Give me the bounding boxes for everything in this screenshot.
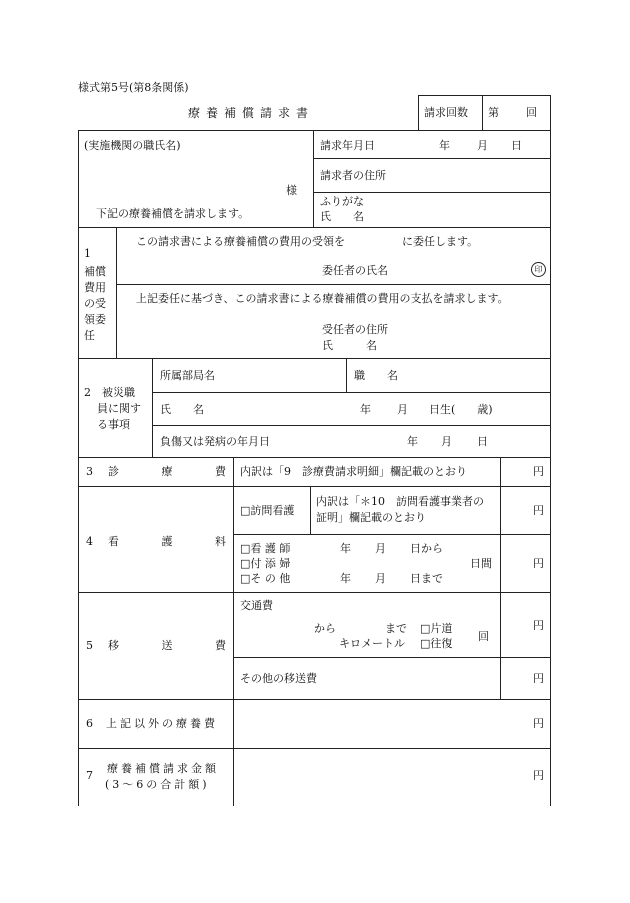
section7-unit: 円 [533, 769, 544, 782]
victim-name-label: 氏 名 [160, 403, 204, 416]
section4-label-char: 看 [108, 535, 119, 548]
claimant-name-label: 氏 名 [320, 210, 364, 223]
section1-heading-line: 領委 [84, 313, 106, 326]
rule [78, 486, 551, 487]
request-date-label: 請求年月日 [320, 139, 375, 152]
rule [233, 657, 551, 658]
section4-label [108, 536, 226, 547]
section3-unit: 円 [533, 465, 544, 478]
section3-label-char: 費 [215, 465, 226, 478]
round-trip-checkbox[interactable]: □往復 [420, 637, 453, 650]
rule [482, 95, 483, 130]
birth-year: 年 [360, 403, 371, 416]
transport-to: まで [385, 622, 407, 635]
rule [152, 358, 153, 457]
rule [310, 486, 311, 534]
section1-heading-line: の受 [84, 297, 106, 310]
period-from-label: 日から [410, 542, 443, 555]
section4-label-char: 料 [215, 535, 226, 548]
section5-label-char: 費 [215, 639, 226, 652]
furigana-label: ふりがな [320, 195, 364, 208]
department-label: 所属部局名 [160, 369, 215, 382]
rule [313, 158, 551, 159]
injury-date-label: 負傷又は発病の年月日 [160, 435, 270, 448]
rule [116, 227, 117, 358]
rule [78, 130, 79, 806]
other-transport-label: その他の移送費 [240, 672, 317, 685]
position-label: 職 名 [354, 369, 398, 382]
rule [313, 130, 314, 227]
rule [550, 95, 551, 806]
period-end-year: 年 [340, 572, 351, 585]
seal-mark: 印 [531, 262, 546, 277]
rule [418, 95, 551, 96]
rule [78, 358, 551, 359]
claimant-address-label: 請求者の住所 [320, 169, 386, 182]
other-caregiver-checkbox[interactable]: □そ の 他 [240, 572, 291, 585]
section6-unit: 円 [533, 717, 544, 730]
honorific: 様 [286, 184, 297, 197]
rule [233, 457, 234, 806]
section3-number: 3 [86, 465, 93, 478]
visit-nursing-breakdown: 内訳は「＊10 訪問看護事業者の [316, 495, 484, 508]
form-title: 療養補償請求書 [188, 106, 315, 120]
section7-label: 療養補償請求金額 [107, 762, 219, 775]
nurse-checkbox[interactable]: □看 護 師 [240, 542, 291, 555]
injury-year: 年 [407, 435, 418, 448]
rule [500, 457, 501, 699]
section6-number: 6 [86, 717, 93, 730]
rule [78, 130, 551, 131]
delegation-text-b: に委任します。 [402, 235, 479, 248]
section4-number: 4 [86, 535, 93, 548]
section3-label [108, 466, 226, 477]
delegator-name-label: 委任者の氏名 [322, 264, 388, 277]
section3-label-char: 診 [108, 465, 119, 478]
rule [116, 284, 551, 285]
period-start-year: 年 [340, 542, 351, 555]
section5-label-char: 移 [108, 639, 119, 652]
rule [152, 425, 551, 426]
section5-unit: 円 [533, 672, 544, 685]
request-count-suffix: 回 [526, 106, 537, 119]
injury-day: 日 [477, 435, 488, 448]
delegate-name-label: 氏 名 [322, 339, 377, 352]
section7-number: 7 [86, 769, 93, 782]
period-start-month: 月 [375, 542, 386, 555]
section5-number: 5 [86, 639, 93, 652]
rule [346, 358, 347, 392]
birth-day-age: 日生( 歳) [429, 403, 493, 416]
section1-heading-line: 補償 [84, 265, 106, 278]
section5-label-char: 送 [161, 639, 173, 652]
section3-breakdown: 内訳は「9 診療費請求明細」欄記載のとおり [240, 465, 467, 478]
section3-label-char: 療 [161, 465, 173, 478]
delegation-text-a: この請求書による療養補償の費用の受領を [136, 235, 345, 248]
rule [78, 699, 551, 700]
section5-label [108, 640, 226, 651]
rule [78, 748, 551, 749]
visit-nursing-checkbox[interactable]: □訪問看護 [240, 504, 295, 517]
agency-official-label: (実施機関の職氏名) [84, 139, 181, 152]
section1-heading-line: 任 [84, 329, 95, 342]
period-days-label: 日間 [470, 557, 492, 570]
section7-label: (3〜6の合計額) [105, 778, 210, 791]
period-to-label: 日まで [410, 572, 443, 585]
injury-month: 月 [441, 435, 452, 448]
request-date-month: 月 [477, 139, 488, 152]
rule [78, 592, 551, 593]
payment-request-text: 上記委任に基づき、この請求書による療養補償の費用の支払を請求します。 [136, 292, 509, 305]
one-way-checkbox[interactable]: □片道 [420, 622, 453, 635]
section2-heading-line: 2 被災職 [84, 386, 135, 399]
request-date-year: 年 [439, 139, 450, 152]
rule [418, 95, 419, 130]
section4-label-char: 護 [161, 535, 173, 548]
section4-unit: 円 [533, 557, 544, 570]
request-date-day: 日 [511, 139, 522, 152]
km-label: キロメートル [339, 637, 405, 650]
rule [313, 192, 551, 193]
section1-heading-line: 費用 [84, 281, 106, 294]
transport-label: 交通費 [240, 599, 273, 612]
section5-unit: 円 [533, 619, 544, 632]
section6-label: 上記以外の療養費 [106, 717, 218, 730]
request-statement: 下記の療養補償を請求します。 [96, 207, 250, 220]
rule [233, 534, 551, 535]
section2-heading-line: る事項 [97, 418, 130, 431]
birth-month: 月 [397, 403, 408, 416]
period-end-month: 月 [375, 572, 386, 585]
times-label: 回 [478, 630, 489, 643]
rule [78, 457, 551, 458]
rule [78, 227, 551, 228]
transport-from: から [314, 622, 336, 635]
delegate-address-label: 受任者の住所 [322, 323, 388, 336]
form-number: 様式第5号(第8条関係) [78, 81, 189, 94]
request-count-prefix: 第 [488, 106, 499, 119]
section1-number: 1 [84, 247, 91, 260]
attendant-checkbox[interactable]: □付 添 婦 [240, 557, 291, 570]
section4-unit: 円 [533, 504, 544, 517]
request-count-label: 請求回数 [424, 106, 468, 119]
rule [152, 392, 551, 393]
section2-heading-line: 員に関す [97, 402, 141, 415]
visit-nursing-breakdown: 証明」欄記載のとおり [316, 511, 426, 524]
